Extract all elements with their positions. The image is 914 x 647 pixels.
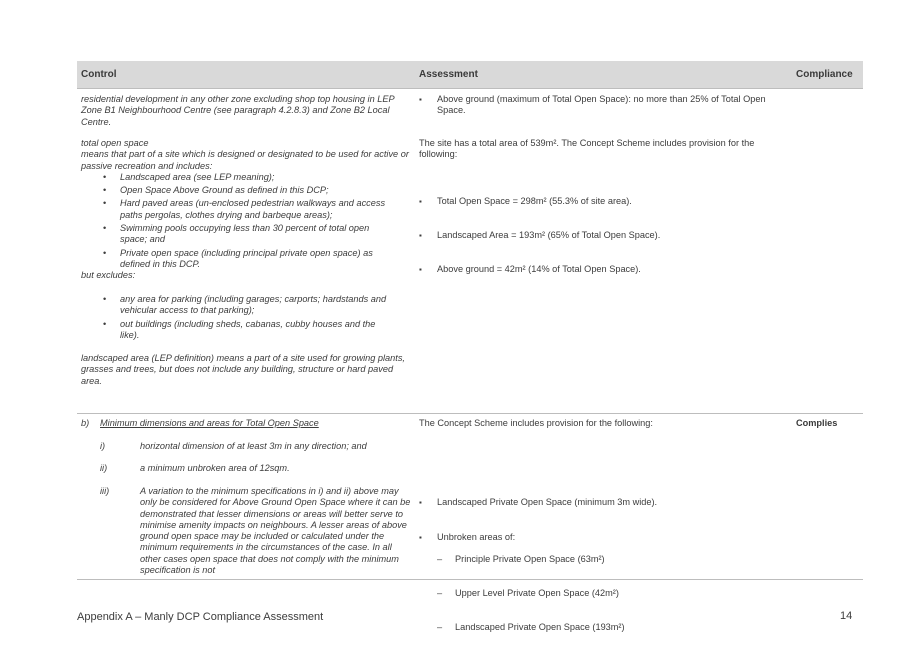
row1-assessment-bullet: ▪ Landscaped Area = 193m² (65% of Total Open Space). (419, 230, 797, 241)
includes-list (81, 172, 393, 270)
row-divider (77, 413, 863, 414)
list-item: • Swimming pools occupying less than 30 percent of total open space; and (81, 223, 393, 246)
header-control: Control (81, 69, 117, 80)
list-item: • out buildings (including sheds, cabanas, cubby houses and the like). (81, 319, 393, 342)
row2-assessment-bullet: ▪ Landscaped Private Open Space (minimum 3m wide). (419, 497, 797, 508)
row1-assessment-bullet: ▪ Above ground = 42m² (14% of Total Open Space). (419, 264, 797, 275)
row2-heading: Minimum dimensions and areas for Total Open Space (100, 418, 319, 428)
row2-letter: b) (81, 418, 90, 428)
item-number: ii) (100, 463, 108, 473)
item-text: horizontal dimension of at least 3m in any direction; and (140, 441, 367, 451)
item-number: iii) (100, 486, 110, 496)
header-assessment: Assessment (419, 69, 478, 80)
row1-landscaped-definition: landscaped area (LEP definition) means a part of a site used for growing plants, grasses and trees, but does not include any building, structure or hard paved area. (81, 353, 405, 386)
list-item: • Hard paved areas (un-enclosed pedestrian walkways and access paths pergolas, clothes drying and barbeque areas); (81, 198, 393, 221)
row2-assessment-dash: – Principle Private Open Space (63m²) (419, 554, 815, 565)
list-item: • any area for parking (including garages; carports; hardstands and vehicular access to that parking); (81, 294, 393, 317)
item-number: i) (100, 441, 106, 451)
row2-assessment-intro: The Concept Scheme includes provision for the following: (419, 418, 653, 428)
row1-control-excludes (81, 294, 411, 341)
footer-title: Appendix A – Manly DCP Compliance Assessment (77, 611, 324, 623)
but-excludes: but excludes: (81, 270, 136, 281)
page-number: 14 (840, 610, 853, 622)
row2-assessment-bullet: ▪ Unbroken areas of: (419, 532, 797, 543)
row2-compliance: Complies (796, 418, 838, 428)
list-item: • Private open space (including principal private open space) as defined in this DCP. (81, 248, 393, 271)
row2-assessment-dash: – Landscaped Private Open Space (193m²) (419, 622, 815, 633)
row1-assessment-bullet-top: ▪ Above ground (maximum of Total Open Space): no more than 25% of Total Open Space. (419, 94, 787, 117)
tos-term: total open space (81, 138, 149, 148)
table-header (77, 61, 863, 89)
tos-definition: means that part of a site which is designed or designated to be used for active or passive recreation and includes: (81, 149, 409, 171)
row1-control-intro: residential development in any other zone excluding shop top housing in LEP Zone B1 Neighbourhood Centre (see paragraph 4.2.8.3) and Zone B2 Local Centre. (81, 94, 395, 127)
excludes-list (81, 294, 393, 341)
list-item: • Landscaped area (see LEP meaning); (81, 172, 393, 183)
table-bottom-rule (77, 579, 863, 580)
item-text: a minimum unbroken area of 12sqm. (140, 463, 290, 473)
list-item: • Open Space Above Ground as defined in this DCP; (81, 185, 393, 196)
item-text: A variation to the minimum specifications in i) and ii) above may only be considered for Above Ground Open Space where it can be demonstrated that lesser dimensions or areas will better serve to minimise amenity impacts on neighbours. A lesser areas of above ground open space may be included or calculated under the minimum requirements in the circumstances of the case. In all other cases open space that does not comply with the minimum specification is not (140, 486, 411, 576)
row1-assessment-site: The site has a total area of 539m². The Concept Scheme includes provision for the following: (419, 138, 755, 160)
row1-assessment-bullet: ▪ Total Open Space = 298m² (55.3% of site area). (419, 196, 797, 207)
row2-assessment-dash: – Upper Level Private Open Space (42m²) (419, 588, 815, 599)
row1-control-tos (81, 138, 411, 282)
header-compliance: Compliance (796, 69, 853, 80)
